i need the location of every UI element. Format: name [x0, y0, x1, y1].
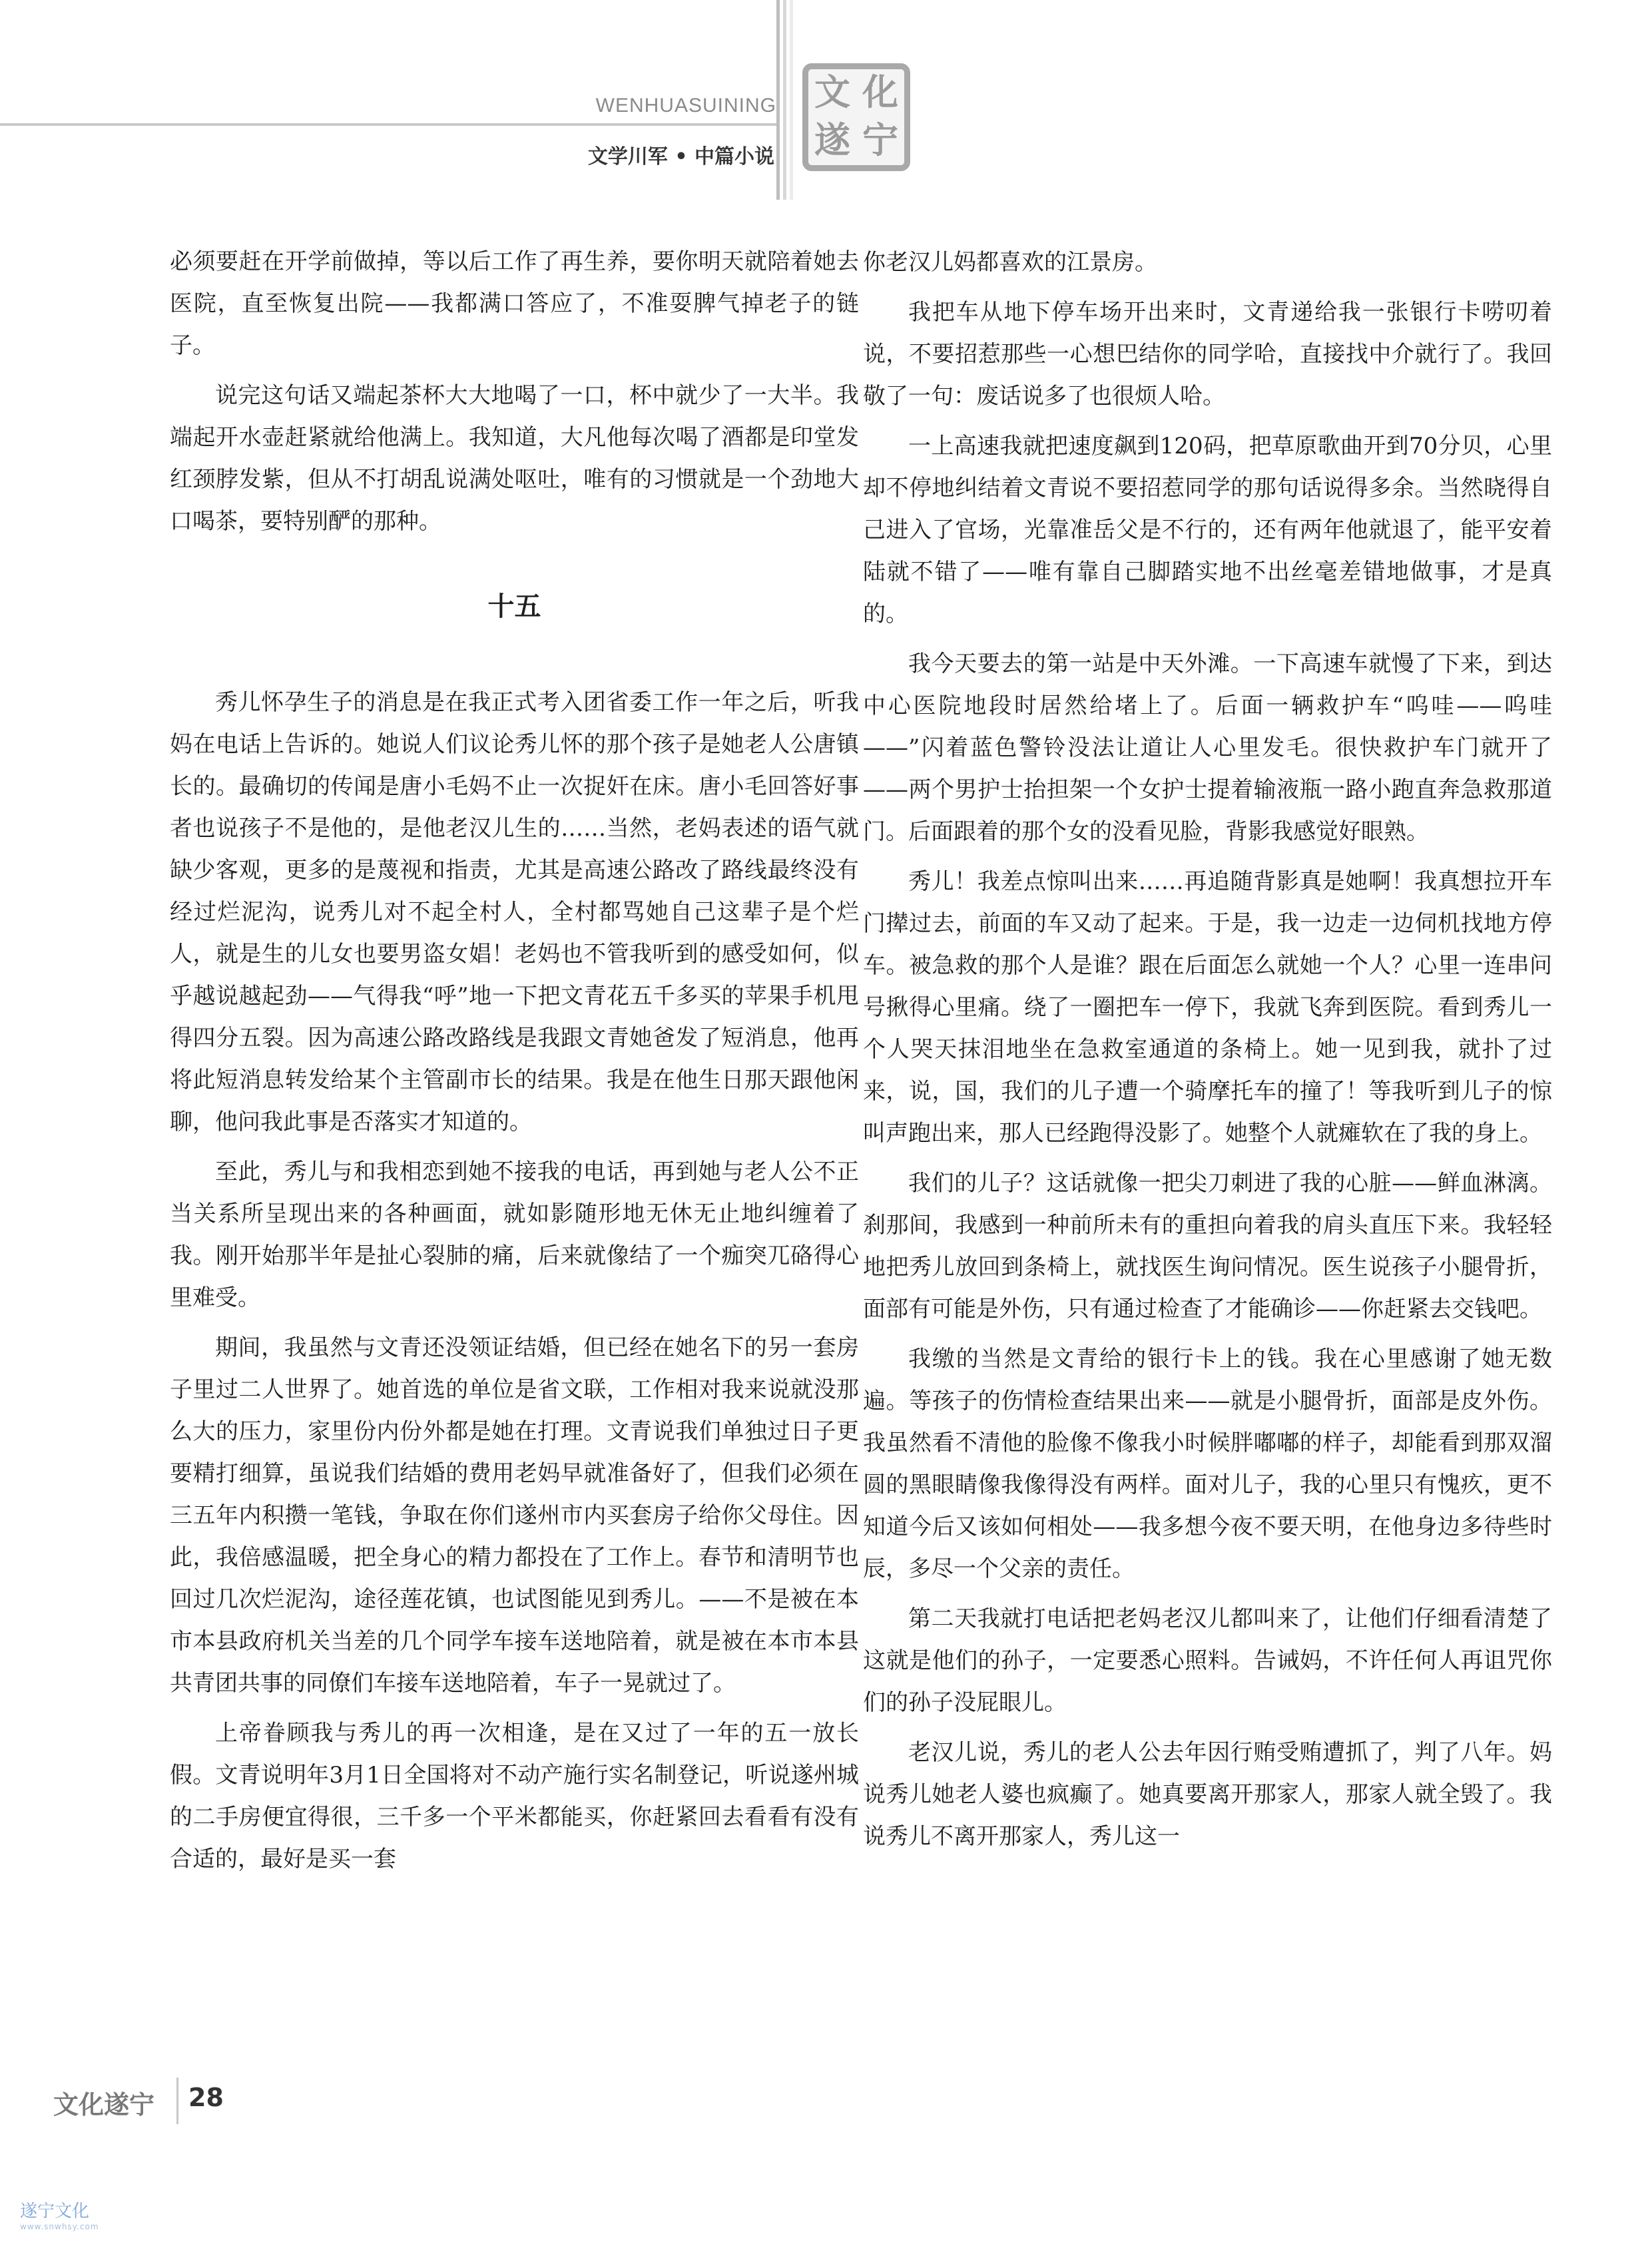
- paragraph: 至此，秀儿与和我相恋到她不接我的电话，再到她与老人公不正当关系所呈现出来的各种画面，就如影随形地无休无止地纠缠着了我。刚开始那半年是扯心裂肺的痛，后来就像结了一个痂突兀硌得心里难受。: [170, 1159, 859, 1311]
- left-column: [170, 241, 859, 1888]
- paragraph: 你老汉儿妈都喜欢的江景房。: [863, 249, 1157, 276]
- seal-char: 化: [862, 71, 898, 113]
- header-en-title: WENHUASUINING: [595, 95, 776, 117]
- header-section-title: 文学川军 • 中篇小说: [587, 145, 774, 168]
- footer-divider: [176, 2078, 178, 2124]
- seal-char: 遂: [814, 119, 850, 161]
- footer-brand: 文化遂宁: [53, 2090, 155, 2119]
- page-number: 28: [188, 2083, 224, 2112]
- watermark-logo: [20, 2197, 99, 2231]
- watermark-text: 遂宁文化: [20, 2201, 90, 2221]
- paragraph: 秀儿！我差点惊叫出来……再追随背影真是她啊！我真想拉开车门撵过去，前面的车又动了起来。于是，我一边走一边伺机找地方停车。被急救的那个人是谁？跟在后面怎么就她一个人？心里一连串问号揪得心里痛。绕了一圈把车一停下，我就飞奔到医院。看到秀儿一个人哭天抹泪地坐在急救室通道的条椅上。她一见到我，就扑了过来，说，国，我们的儿子遭一个骑摩托车的撞了！等我听到儿子的惊叫声跑出来，那人已经跑得没影了。她整个人就瘫软在了我的身上。: [863, 868, 1552, 1147]
- paragraph: 上帝眷顾我与秀儿的再一次相逢，是在又过了一年的五一放长假。文青说明年3月1日全国将对不动产施行实名制登记，听说遂州城的二手房便宜得很，三千多一个平米都能买，你赶紧回去看看有没有合适的，最好是买一套: [170, 1720, 859, 1872]
- header-rule: [0, 123, 776, 126]
- paragraph: 秀儿怀孕生子的消息是在我正式考入团省委工作一年之后，听我妈在电话上告诉的。她说人们议论秀儿怀的那个孩子是她老人公唐镇长的。最确切的传闻是唐小毛妈不止一次捉奸在床。唐小毛回答好事者也说孩子不是他的，是他老汉儿生的……当然，老妈表述的语气就缺少客观，更多的是蔑视和指责，尤其是高速公路改了路线最终没有经过烂泥沟，说秀儿对不起全村人，全村都骂她自己这辈子是个烂人，就是生的儿女也要男盗女娼！老妈也不管我听到的感受如何，似乎越说越起劲——气得我“呼”地一下把文青花五千多买的苹果手机甩得四分五裂。因为高速公路改路线是我跟文青她爸发了短消息，他再将此短消息转发给某个主管副市长的结果。我是在他生日那天跟他闲聊，他问我此事是否落实才知道的。: [170, 689, 859, 1135]
- paragraph: 必须要赶在开学前做掉，等以后工作了再生养，要你明天就陪着她去医院，直至恢复出院——我都满口答应了，不准耍脾气掉老子的链子。: [170, 248, 859, 359]
- paragraph: 我今天要去的第一站是中天外滩。一下高速车就慢了下来，到达中心医院地段时居然给堵上了。后面一辆救护车“呜哇——呜哇——”闪着蓝色警铃没法让道让人心里发毛。很快救护车门就开了——两个男护士抬担架一个女护士提着输液瓶一路小跑直奔急救那道门。后面跟着的那个女的没看见脸，背影我感觉好眼熟。: [863, 651, 1552, 845]
- paragraph: 期间，我虽然与文青还没领证结婚，但已经在她名下的另一套房子里过二人世界了。她首选的单位是省文联，工作相对我来说就没那么大的压力，家里份内份外都是她在打理。文青说我们单独过日子更要精打细算，虽说我们结婚的费用老妈早就准备好了，但我们必须在三五年内积攒一笔钱，争取在你们遂州市内买套房子给你父母住。因此，我倍感温暖，把全身心的精力都投在了工作上。春节和清明节也回过几次烂泥沟，途径莲花镇，也试图能见到秀儿。——不是被在本市本县政府机关当差的几个同学车接车送地陪着，就是被在本市本县共青团共事的同僚们车接车送地陪着，车子一晃就过了。: [170, 1334, 859, 1697]
- watermark-url: www.snwhsy.com: [20, 2222, 99, 2231]
- logo-seal: [802, 63, 910, 171]
- right-column: [863, 242, 1552, 1866]
- paragraph: 第二天我就打电话把老妈老汉儿都叫来了，让他们仔细看清楚了这就是他们的孙子，一定要悉心照料。告诫妈，不许任何人再诅咒你们的孙子没屁眼儿。: [863, 1605, 1552, 1716]
- paragraph: 我们的儿子？这话就像一把尖刀刺进了我的心脏——鲜血淋漓。刹那间，我感到一种前所未有的重担向着我的肩头直压下来。我轻轻地把秀儿放回到条椅上，就找医生询问情况。医生说孩子小腿骨折，面部有可能是外伤，只有通过检查了才能确诊——你赶紧去交钱吧。: [863, 1170, 1552, 1322]
- seal-char: 文: [814, 71, 850, 113]
- paragraph: 老汉儿说，秀儿的老人公去年因行贿受贿遭抓了，判了八年。妈说秀儿她老人婆也疯癫了。她真要离开那家人，那家人就全毁了。我说秀儿不离开那家人，秀儿这一: [863, 1739, 1552, 1850]
- chapter-heading: 十五: [487, 591, 541, 622]
- seal-char: 宁: [862, 119, 898, 161]
- header-stripes: [776, 0, 794, 200]
- paragraph: 说完这句话又端起茶杯大大地喝了一口，杯中就少了一大半。我端起开水壶赶紧就给他满上。我知道，大凡他每次喝了酒都是印堂发红颈脖发紫，但从不打胡乱说满处呕吐，唯有的习惯就是一个劲地大口喝茶，要特别酽的那种。: [170, 382, 859, 535]
- paragraph: 我缴的当然是文青给的银行卡上的钱。我在心里感谢了她无数遍。等孩子的伤情检查结果出来——就是小腿骨折，面部是皮外伤。我虽然看不清他的脸像不像我小时候胖嘟嘟的样子，却能看到那双溜圆的黑眼睛像我像得没有两样。面对儿子，我的心里只有愧疚，更不知道今后又该如何相处——我多想今夜不要天明，在他身边多待些时辰，多尽一个父亲的责任。: [863, 1346, 1552, 1582]
- paragraph: 我把车从地下停车场开出来时，文青递给我一张银行卡唠叨着说，不要招惹那些一心想巴结你的同学哈，直接找中介就行了。我回敬了一句：废话说多了也很烦人哈。: [863, 299, 1552, 410]
- paragraph: 一上高速我就把速度飙到120码，把草原歌曲开到70分贝，心里却不停地纠结着文青说不要招惹同学的那句话说得多余。当然晓得自己进入了官场，光靠准岳父是不行的，还有两年他就退了，能平安着陆就不错了——唯有靠自己脚踏实地不出丝毫差错地做事，才是真的。: [863, 433, 1552, 627]
